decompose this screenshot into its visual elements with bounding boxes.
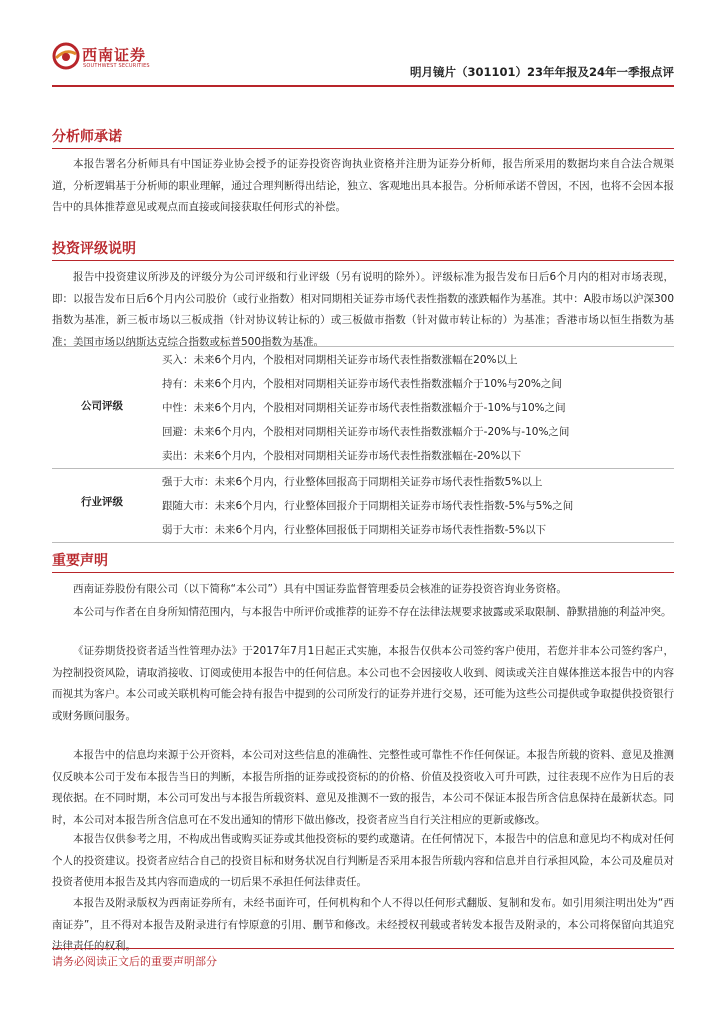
- footer-divider: [52, 948, 674, 949]
- company-rating-buy: 买入：未来6个月内，个股相对同期相关证券市场代表性指数涨幅在20%以上: [162, 354, 518, 366]
- page-header: [52, 38, 674, 88]
- section-divider: [52, 572, 674, 573]
- section-title-rating-explanation: 投资评级说明: [52, 241, 136, 257]
- company-rating-avoid: 回避：未来6个月内，个股相对同期相关证券市场代表性指数涨幅介于-20%与-10%之间: [162, 426, 570, 438]
- logo-text-en: SOUTHWEST SECURITIES: [83, 63, 150, 69]
- table-divider: [52, 346, 674, 347]
- industry-rating-label: 行业评级: [81, 496, 123, 508]
- section-title-analyst-commitment: 分析师承诺: [52, 129, 122, 145]
- company-logo: [52, 42, 152, 76]
- section-divider: [52, 260, 674, 261]
- company-rating-neutral: 中性：未来6个月内，个股相对同期相关证券市场代表性指数涨幅介于-10%与10%之间: [162, 402, 566, 414]
- company-rating-hold: 持有：未来6个月内，个股相对同期相关证券市场代表性指数涨幅介于10%与20%之间: [162, 378, 562, 390]
- section-title-important-notice: 重要声明: [52, 553, 108, 569]
- notice-paragraph: 本公司与作者在自身所知情范围内，与本报告中所评价或推荐的证券不存在法律法规要求披露或采取限制、静默措施的利益冲突。: [73, 606, 672, 618]
- notice-paragraph: 本报告仅供参考之用，不构成出售或购买证券或其他投资标的要约或邀请。在任何情况下，本报告中的信息和意见均不构成对任何个人的投资建议。投资者应结合自己的投资目标和财务状况自行判断是否采用本报告所载内容和信息并自行承担风险，本公司及雇员对投资者使用本报告及其内容而造成的一切后果不承担任何法律责任。: [52, 833, 674, 888]
- logo-text-cn: 西南证券: [82, 46, 147, 64]
- industry-rating-market-perform: 跟随大市：未来6个月内，行业整体回报介于同期相关证券市场代表性指数-5%与5%之间: [162, 500, 574, 512]
- footer-disclaimer: 请务必阅读正文后的重要声明部分: [52, 955, 217, 968]
- notice-paragraph: 《证券期货投资者适当性管理办法》于2017年7月1日起正式实施，本报告仅供本公司签约客户使用，若您并非本公司签约客户，为控制投资风险，请取消接收、订阅或使用本报告中的任何信息。本公司也不会因接收人收到、阅读或关注自媒体推送本报告中的内容而视其为客户。本公司或关联机构可能会持有报告中提到的公司所发行的证券并进行交易，还可能为这些公司提供或争取提供投资银行或财务顾问服务。: [52, 645, 674, 722]
- table-divider: [52, 542, 674, 543]
- section-divider: [52, 148, 674, 149]
- notice-paragraph: 本报告中的信息均来源于公开资料，本公司对这些信息的准确性、完整性或可靠性不作任何保证。本报告所载的资料、意见及推测仅反映本公司于发布本报告当日的判断，本报告所指的证券或投资标的的价格、价值及投资收入可升可跌，过往表现不应作为日后的表现依据。在不同时期，本公司可发出与本报告所载资料、意见及推测不一致的报告，本公司不保证本报告所含信息保持在最新状态。同时，本公司对本报告所含信息可在不发出通知的情形下做出修改，投资者应当自行关注相应的更新或修改。: [52, 749, 674, 826]
- company-rating-sell: 卖出：未来6个月内，个股相对同期相关证券市场代表性指数涨幅在-20%以下: [162, 450, 522, 462]
- notice-paragraph: 本报告及附录版权为西南证券所有，未经书面许可，任何机构和个人不得以任何形式翻版、复制和发布。如引用须注明出处为“西南证券”，且不得对本报告及附录进行有悖原意的引用、删节和修改。未经授权刊载或者转发本报告及附录的，本公司将保留向其追究法律责任的权利。: [52, 897, 674, 952]
- report-title: 明月镜片（301101）23年年报及24年一季报点评: [409, 65, 674, 79]
- company-rating-label: 公司评级: [81, 400, 123, 412]
- rating-explanation-text: 报告中投资建议所涉及的评级分为公司评级和行业评级（另有说明的除外）。评级标准为报告发布日后6个月内的相对市场表现，即：以报告发布日后6个月内公司股价（或行业指数）相对同期相关证券市场代表性指数的涨跌幅作为基准。其中：A股市场以沪深300指数为基准，新三板市场以三板成指（针对协议转让标的）或三板做市指数（针对做市转让标的）为基准；香港市场以恒生指数为基准；美国市场以纳斯达克综合指数或标普500指数为基准。: [52, 271, 674, 348]
- notice-paragraph: 西南证券股份有限公司（以下简称“本公司”）具有中国证券监督管理委员会核准的证券投资咨询业务资格。: [73, 583, 567, 595]
- logo-emblem-icon: [52, 42, 80, 70]
- industry-rating-outperform: 强于大市：未来6个月内，行业整体回报高于同期相关证券市场代表性指数5%以上: [162, 476, 543, 488]
- header-divider: [52, 85, 674, 87]
- analyst-commitment-text: 本报告署名分析师具有中国证券业协会授予的证券投资咨询执业资格并注册为证券分析师，报告所采用的数据均来自合法合规渠道，分析逻辑基于分析师的职业理解，通过合理判断得出结论，独立、客观地出具本报告。分析师承诺不曾因，不因，也将不会因本报告中的具体推荐意见或观点而直接或间接获取任何形式的补偿。: [52, 158, 674, 213]
- table-divider: [52, 468, 674, 469]
- industry-rating-underperform: 弱于大市：未来6个月内，行业整体回报低于同期相关证券市场代表性指数-5%以下: [162, 524, 547, 536]
